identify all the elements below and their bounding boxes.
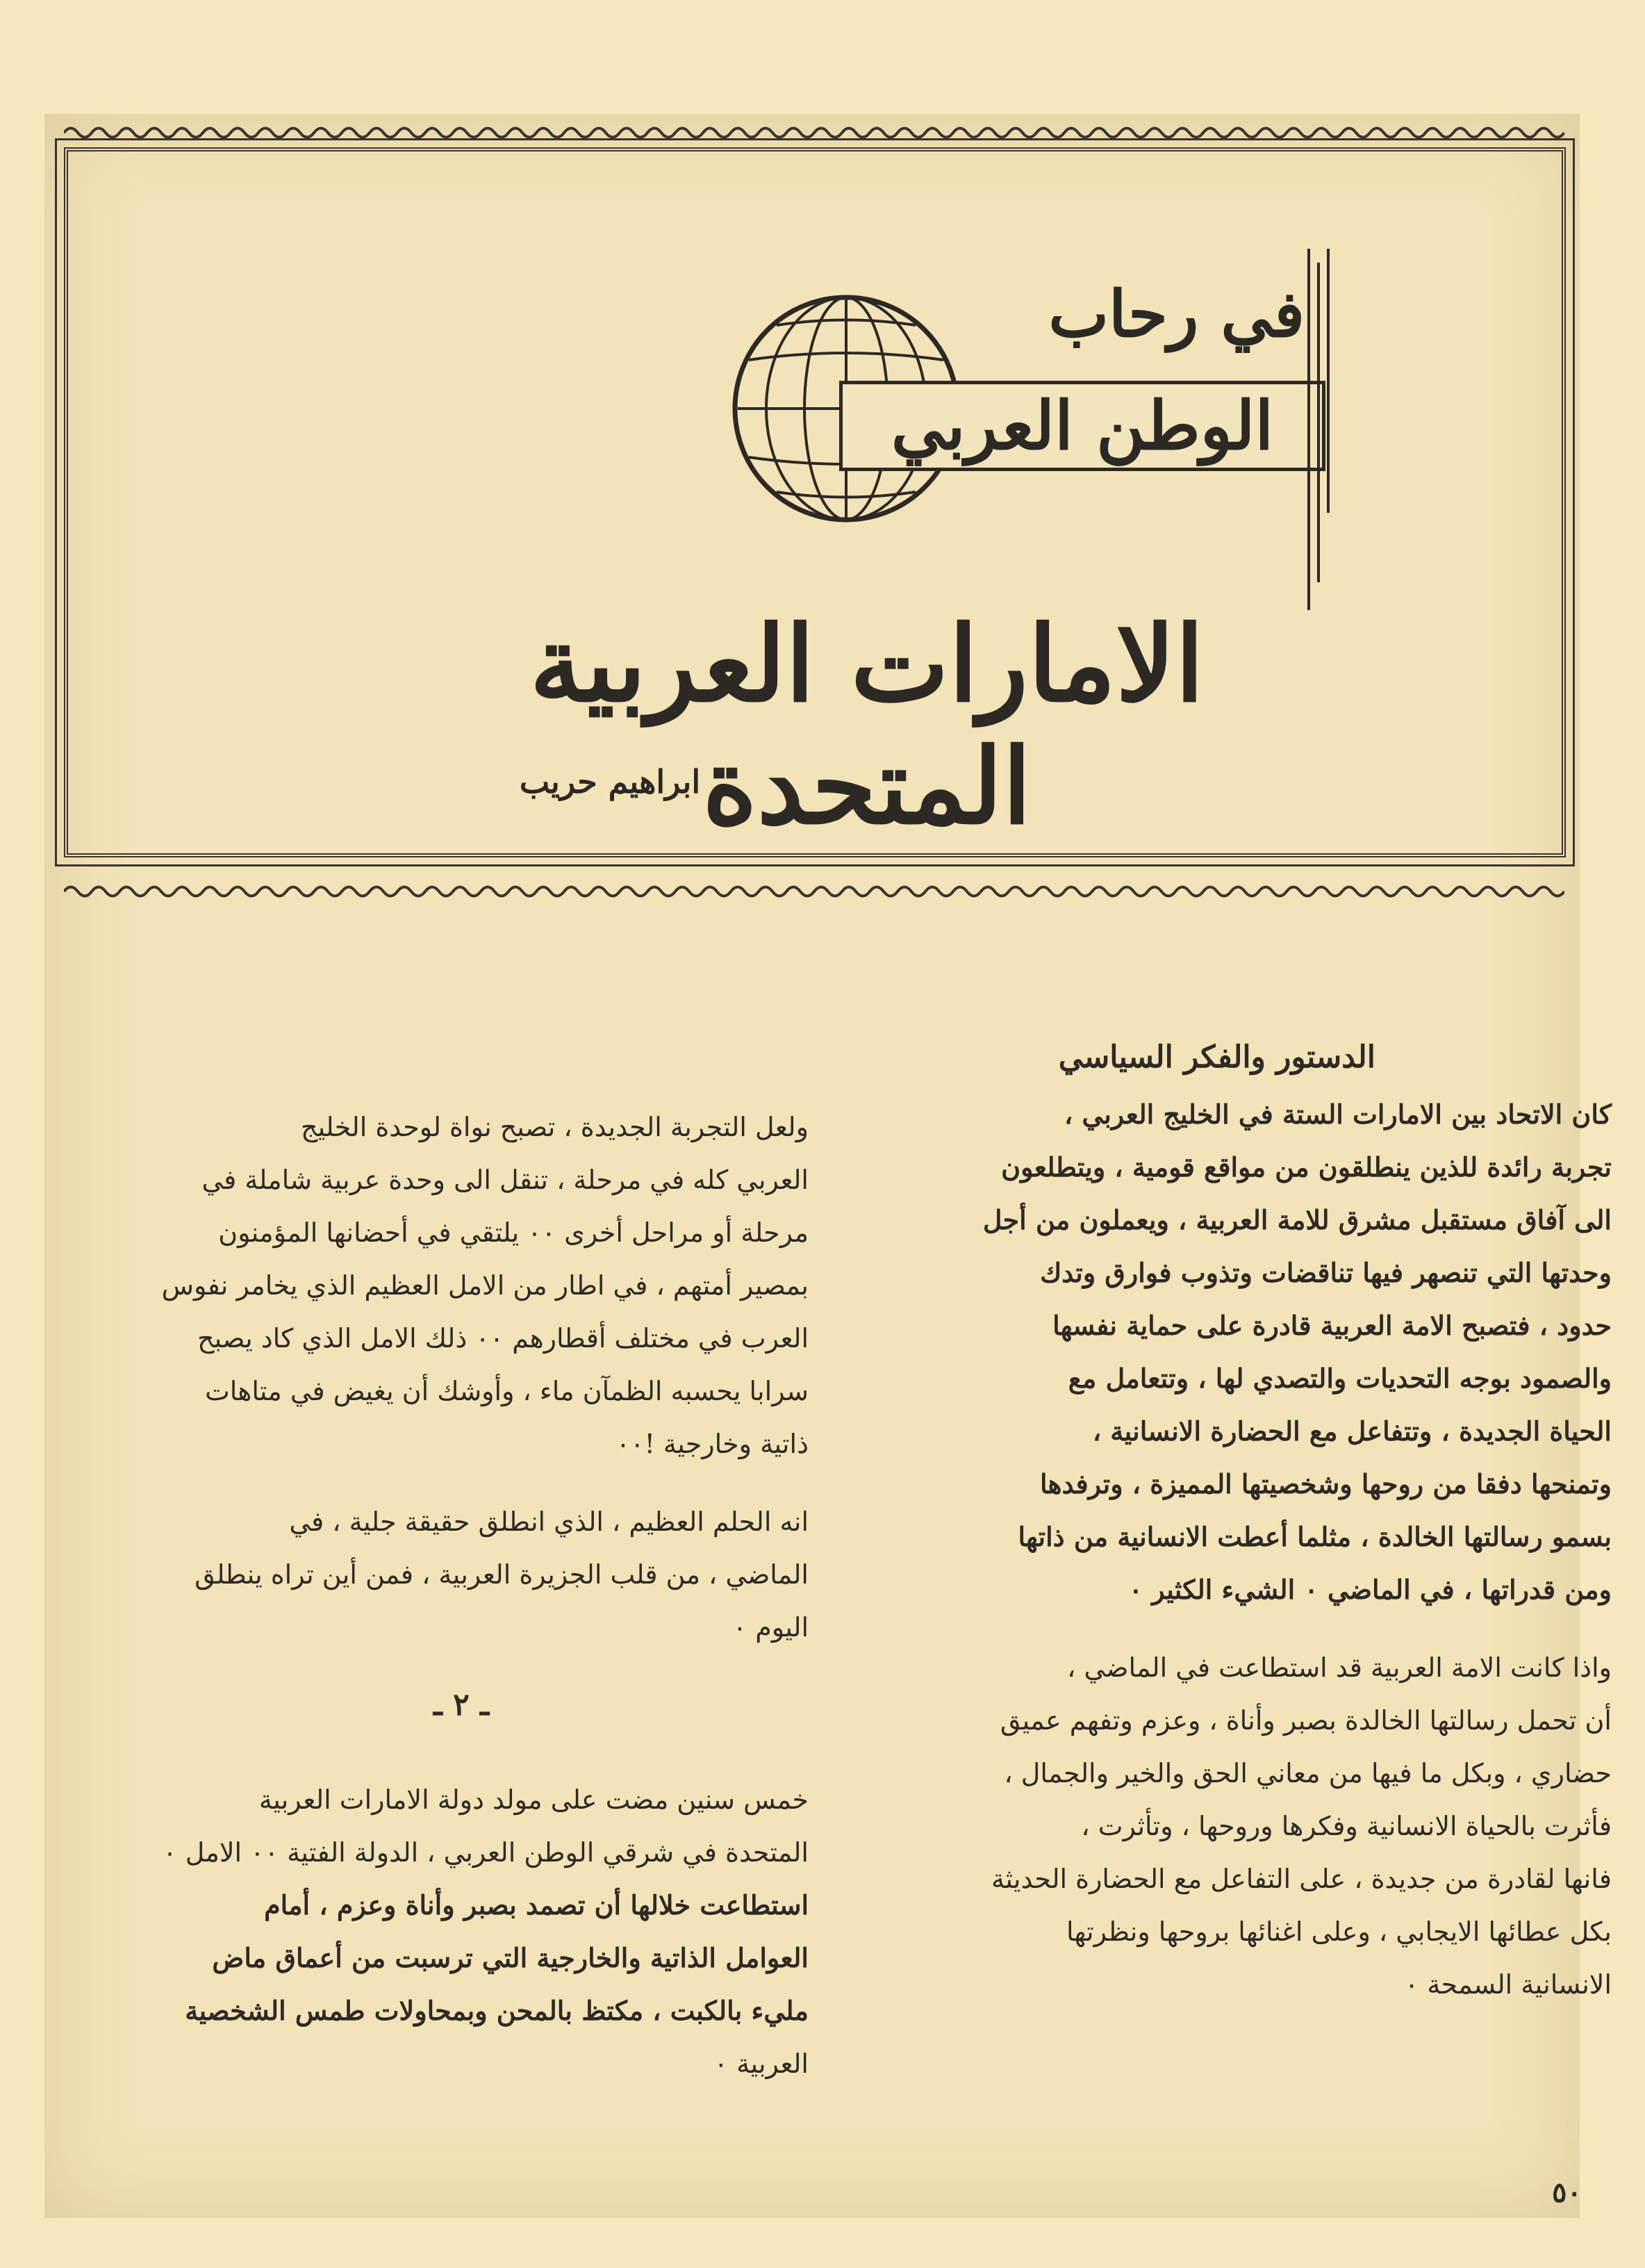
text-line: العوامل الذاتية والخارجية التي ترسبت من أعماق ماض [212,1942,809,1973]
text-line: انه الحلم العظيم ، الذي انطلق حقيقة جلية ، في [289,1506,809,1537]
text-line: الحياة الجديدة ، وتتفاعل مع الحضارة الانسانية ، [1092,1415,1612,1447]
text-line: كان الاتحاد بين الامارات الستة في الخليج العربي ، [1064,1099,1612,1130]
paragraph [882,1088,1612,1616]
paragraph [114,1101,809,1470]
magazine-page [44,114,1612,2218]
text-line: بكل عطائها الايجابي ، وعلى اغنائها بروحها ونظرتها [1066,1916,1612,1947]
text-line: واذا كانت الامة العربية قد استطاعت في الماضي ، [1067,1652,1612,1683]
article-title: الامارات العربية المتحدة [529,603,1205,848]
paragraph [114,1773,809,2090]
text-line: وحدتها التي تنصهر فيها تناقضات وتذوب فوارق وتدك [1039,1257,1612,1288]
text-line: تجربة رائدة للذين ينطلقون من مواقع قومية ، ويتطلعون [1001,1151,1612,1183]
section-subhead: الدستور والفكر السياسي [1058,1040,1375,1075]
text-line: بسمو رسالتها الخالدة ، مثلما أعطت الانسانية من ذاتها [1018,1521,1612,1552]
text-line: مرحلة أو مراحل أخرى ٠٠ يلتقي في أحضانها المؤمنون [218,1217,809,1248]
text-line: العربية ٠ [713,2048,809,2079]
decorative-vertical-rules [1305,249,1332,610]
text-line: الانسانية السمحة ٠ [1404,1969,1612,2000]
masthead [728,249,1388,610]
text-line: اليوم ٠ [732,1612,809,1643]
text-line: الى آفاق مستقبل مشرق للامة العربية ، ويعملون من أجل [982,1204,1612,1235]
text-line: وتمنحها دفقا من روحها وشخصيتها المميزة ، وترفدها [1039,1468,1612,1499]
left-column [114,1101,809,2115]
text-line: فانها لقادرة من جديدة ، على التفاعل مع الحضارة الحديثة [991,1864,1612,1894]
text-line: المتحدة في شرقي الوطن العربي ، الدولة الفتية ٠٠ الامل ٠ [163,1837,809,1868]
text-line: العرب في مختلف أقطارهم ٠٠ ذلك الامل الذي كاد يصبح [197,1323,809,1354]
text-line: أن تحمل رسالتها الخالدة بصبر وأناة ، وعزم وتفهم عميق [1000,1705,1612,1736]
text-line: حضاري ، وبكل ما فيها من معاني الحق والخير والجمال ، [1004,1758,1612,1789]
text-line: ومن قدراتها ، في الماضي ٠ الشيء الكثير ٠ [1128,1574,1612,1605]
text-line: استطاعت خلالها أن تصمد بصبر وأناة وعزم ، أمام [264,1889,809,1921]
page-number: ٥٠ [1552,2176,1582,2209]
section-number: ـ ٢ ـ [433,1687,490,1723]
text-line: فأثرت بالحياة الانسانية وفكرها وروحها ، وتأثرت ، [1081,1811,1612,1841]
text-line: الماضي ، من قلب الجزيرة العربية ، فمن أين تراه ينطلق [195,1559,809,1590]
header-frame [64,147,1566,857]
right-column [882,1031,1612,2036]
text-line: خمس سنين مضت على مولد دولة الامارات العربية [258,1784,809,1815]
paragraph [882,1641,1612,2011]
top-wavy-border [64,124,1564,142]
text-line: سرابا يحسبه الظمآن ماء ، وأوشك أن يغيض في متاهات [204,1376,809,1406]
series-line: في رحاب [1048,277,1305,352]
text-line: والصمود بوجه التحديات والتصدي لها ، وتتعامل مع [1068,1363,1612,1394]
text-line: مليء بالكبت ، مكتظ بالمحن وبمحاولات طمس الشخصية [185,1995,809,2026]
author-name: ابراهيم حريب [519,763,701,800]
text-line: بمصير أمتهم ، في اطار من الامل العظيم الذي يخامر نفوس [161,1270,809,1301]
series-title: الوطن العربي [839,381,1325,471]
text-line: العربي كله في مرحلة ، تنقل الى وحدة عربية شاملة في [201,1165,809,1195]
bottom-wavy-border [64,882,1564,901]
text-line: ذاتية وخارجية !٠٠ [615,1429,809,1459]
paragraph [114,1495,809,1654]
text-line: حدود ، فتصبح الامة العربية قادرة على حماية نفسها [1052,1310,1612,1341]
text-line: ولعل التجربة الجديدة ، تصبح نواة لوحدة الخليج [301,1112,809,1142]
